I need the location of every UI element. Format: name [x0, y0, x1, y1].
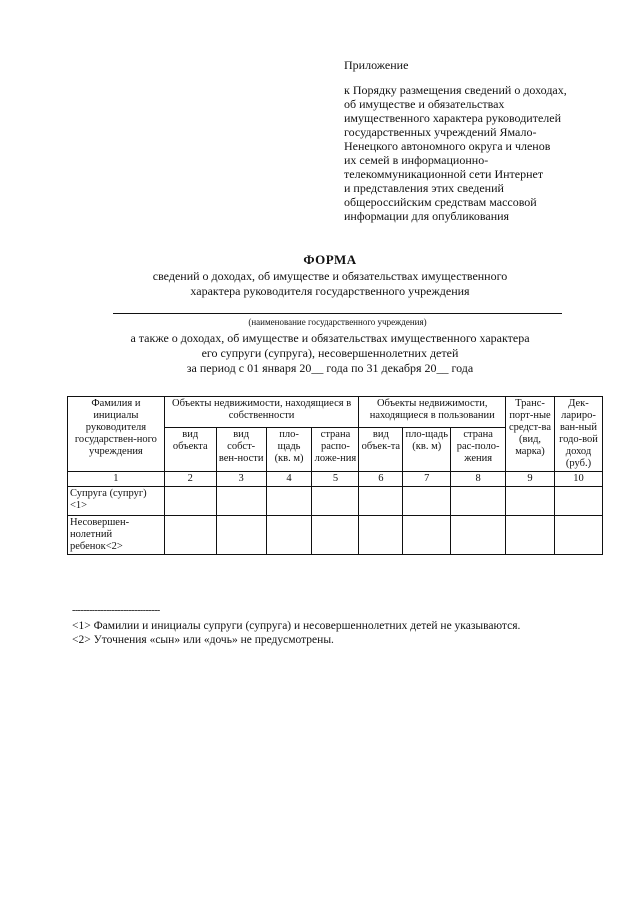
- table-cell[interactable]: [164, 516, 216, 555]
- table-cell[interactable]: [216, 487, 266, 516]
- table-cell[interactable]: [506, 516, 555, 555]
- table-cell[interactable]: [216, 516, 266, 555]
- appendix-line: информации для опубликования: [344, 209, 510, 223]
- column-number: 9: [506, 472, 555, 487]
- table-number-row: [68, 472, 603, 487]
- table-cell[interactable]: [312, 487, 359, 516]
- header-income: Дек-лариро-ван-ный годо-вой доход (руб.): [554, 397, 602, 472]
- header-owned-country: страна распо-ложе-ния: [312, 427, 359, 471]
- footnote-separator: -------------------------------: [72, 605, 160, 616]
- appendix-line: общероссийским средствам массовой: [344, 195, 537, 209]
- table-row-child: [68, 516, 603, 555]
- table-cell[interactable]: [164, 487, 216, 516]
- table-cell[interactable]: [506, 487, 555, 516]
- institution-name-line: [113, 313, 562, 314]
- footnote-1: <1> Фамилии и инициалы супруги (супруга) и несовершеннолетних детей не указываются.: [72, 620, 521, 632]
- column-number: 10: [554, 472, 602, 487]
- form-subtitle-line2: характера руководителя государственного учреждения: [190, 284, 470, 298]
- appendix-line: их семей в информационно-: [344, 153, 489, 167]
- header-owned-type: вид объекта: [164, 427, 216, 471]
- header-used-area: пло-щадь (кв. м): [403, 427, 451, 471]
- column-number: 1: [68, 472, 165, 487]
- header-owned-group: Объекты недвижимости, находящиеся в собственности: [164, 397, 359, 428]
- appendix-line: и представления этих сведений: [344, 181, 504, 195]
- column-number: 5: [312, 472, 359, 487]
- form-title: ФОРМА: [303, 252, 357, 267]
- table-cell[interactable]: [266, 516, 312, 555]
- form-also-line2: его супруги (супруга), несовершеннолетних детей: [201, 346, 459, 360]
- header-used-group: Объекты недвижимости, находящиеся в пользовании: [359, 397, 506, 428]
- column-number: 8: [451, 472, 506, 487]
- header-owned-area: пло-щадь (кв. м): [266, 427, 312, 471]
- row-label-child: Несовершен-нолетний ребенок<2>: [68, 516, 165, 555]
- appendix-line: телекоммуникационной сети Интернет: [344, 167, 544, 181]
- table-cell[interactable]: [359, 516, 403, 555]
- table-cell[interactable]: [554, 487, 602, 516]
- form-also-line1: а также о доходах, об имуществе и обязательствах имущественного характера: [130, 331, 530, 345]
- column-number: 6: [359, 472, 403, 487]
- footnotes: [72, 619, 612, 647]
- table-cell[interactable]: [451, 487, 506, 516]
- form-subtitle-line1: сведений о доходах, об имуществе и обязательствах имущественного: [152, 269, 508, 283]
- header-transport: Транс-порт-ные средст-ва (вид, марка): [506, 397, 555, 472]
- appendix-line: имущественного характера руководителей: [344, 111, 562, 125]
- appendix-line: Ненецкого автономного округа и членов: [344, 139, 551, 153]
- appendix-line: государственных учреждений Ямало-: [344, 125, 537, 139]
- table-cell[interactable]: [451, 516, 506, 555]
- table-cell[interactable]: [403, 516, 451, 555]
- appendix-title: Приложение: [344, 58, 409, 72]
- form-period: за период с 01 января 20__ года по 31 декабря 20__ года: [186, 361, 474, 375]
- table-cell[interactable]: [266, 487, 312, 516]
- form-title-block: [60, 252, 600, 299]
- footnote-2: <2> Уточнения «сын» или «дочь» не предусмотрены.: [72, 634, 334, 646]
- table-cell[interactable]: [359, 487, 403, 516]
- form-also-block: [60, 331, 600, 376]
- row-label-spouse: Супруга (супруг)<1>: [68, 487, 165, 516]
- column-number: 7: [403, 472, 451, 487]
- header-owned-ownership: вид собст-вен-ности: [216, 427, 266, 471]
- table-row-spouse: [68, 487, 603, 516]
- header-name: Фамилия и инициалы руководителя государствен-ного учреждения: [68, 397, 165, 472]
- table-cell[interactable]: [403, 487, 451, 516]
- header-used-type: вид объек-та: [359, 427, 403, 471]
- income-table: [67, 396, 603, 555]
- table-cell[interactable]: [554, 516, 602, 555]
- column-number: 3: [216, 472, 266, 487]
- table-cell[interactable]: [312, 516, 359, 555]
- appendix-line: об имуществе и обязательствах: [344, 97, 505, 111]
- appendix-header: [344, 58, 614, 223]
- column-number: 4: [266, 472, 312, 487]
- header-used-country: страна рас-поло-жения: [451, 427, 506, 471]
- institution-caption: (наименование государственного учреждения): [248, 317, 427, 327]
- table-header-row: [68, 397, 603, 428]
- appendix-line: к Порядку размещения сведений о доходах,: [344, 83, 567, 97]
- column-number: 2: [164, 472, 216, 487]
